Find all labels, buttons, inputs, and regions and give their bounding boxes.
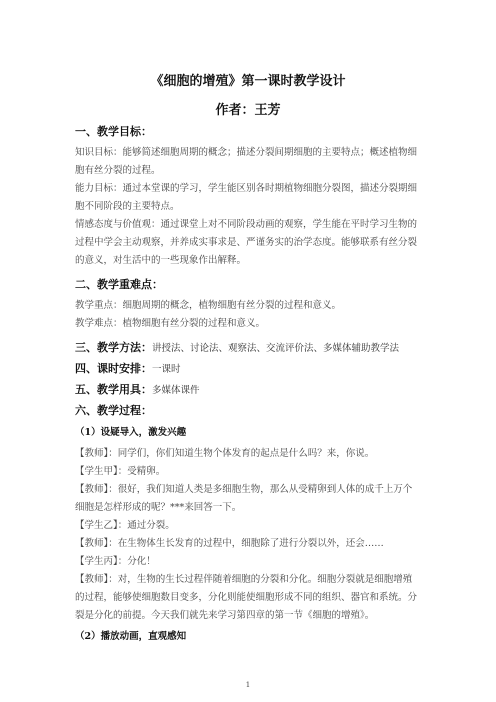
dialogue-line: 【教师】：同学们，你们知道生物个体发育的起点是什么吗？来，你说。	[75, 448, 375, 459]
dialogue-line: 【教师】：对，生物的生长过程伴随着细胞的分裂和分化。细胞分裂就是细胞增殖的过程，能够使细胞数目变多，分化则能使细胞形成不同的组织、器官和系统。分裂是分化的前提。今天我们就先来学习第四章的第一节《细胞的增殖》。	[75, 574, 418, 621]
section-schedule	[75, 359, 421, 380]
dialogue-line: 【教师】：很好，我们知道人类是多细胞生物，那么从受精卵到人体的成千上万个细胞是怎样形成的呢？***来回答一下。	[75, 484, 413, 513]
section-heading-goals: 一、教学目标：	[75, 125, 152, 138]
section-tools	[75, 380, 421, 401]
goal-attitude: 情感态度与价值观：通过课堂上对不同阶段动画的观察，学生能在平时学习生物的过程中学会主动观察，并养成实事求是、严谨务实的治学态度。能够联系有丝分裂的意义，对生活中的一些现象作出解释。	[75, 219, 418, 266]
document-body	[75, 124, 421, 644]
section-heading-schedule: 四、课时安排：	[75, 362, 152, 375]
document-title: 《细胞的增殖》第一课时教学设计	[150, 74, 346, 89]
dialogue-line: 【学生乙】：通过分裂。	[75, 520, 175, 531]
key-point-focus: 教学重点：细胞周期的概念，植物细胞有丝分裂的过程和意义。	[75, 300, 342, 311]
section-heading-methods: 三、教学方法：	[75, 341, 152, 354]
section-methods	[75, 338, 421, 359]
section-heading-tools: 五、教学用具：	[75, 383, 152, 396]
goal-ability: 能力目标：通过本堂课的学习，学生能区别各时期植物细胞分裂图，描述分裂期细胞不同阶段的主要特点。	[75, 183, 418, 212]
section-heading-key-points: 二、教学重难点：	[75, 278, 163, 291]
methods-text: 讲授法、讨论法、观察法、交流评价法、多媒体辅助教学法	[152, 343, 400, 354]
schedule-text: 一课时	[152, 364, 181, 375]
dialogue-line: 【教师】：在生物体生长发育的过程中，细胞除了进行分裂以外，还会……	[75, 538, 384, 549]
key-point-difficulty: 教学难点：植物细胞有丝分裂的过程和意义。	[75, 318, 266, 329]
page-number: 1	[245, 681, 251, 689]
dialogue-line: 【学生丙】：分化！	[75, 556, 156, 567]
process-step1-heading: （1）设疑导入，激发兴趣	[75, 427, 187, 438]
goal-knowledge: 知识目标：能够简述细胞周期的概念；描述分裂间期细胞的主要特点；概述植物细胞有丝分裂的过程。	[75, 147, 418, 176]
document-author: 作者：王芳	[215, 103, 281, 118]
section-heading-process: 六、教学过程：	[75, 404, 152, 417]
dialogue-line: 【学生甲】：受精卵。	[75, 466, 166, 477]
process-step2-heading: （2）播放动画，直观感知	[75, 631, 187, 642]
tools-text: 多媒体课件	[152, 385, 200, 396]
